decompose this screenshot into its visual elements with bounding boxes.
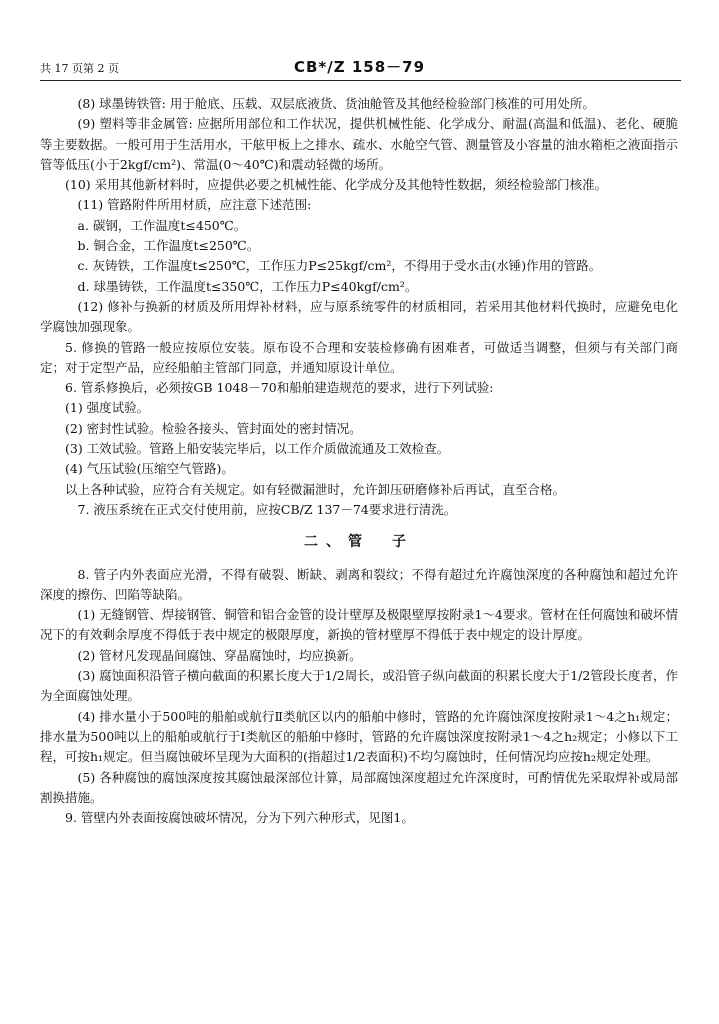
- paragraphs-top: [40, 94, 678, 520]
- paragraph: c. 灰铸铁，工作温度t≤250℃，工作压力P≤25kgf/cm²，不得用于受水击(水锤)作用的管路。: [77, 258, 602, 274]
- paragraph: 以上各种试验，应符合有关规定。如有轻微漏泄时，允许卸压研磨修补后再试，直至合格。: [65, 481, 566, 497]
- paragraph: 5. 修换的管路一般应按原位安装。原布设不合理和安装检修确有困难者，可做适当调整，但须与有关部门商定；对于定型产品，应经船舶主管部门同意，并通知原设计单位。: [40, 339, 678, 375]
- paragraph: (9) 塑料等非金属管: 应据所用部位和工作状况，提供机械性能、化学成分、耐温(高温和低温)、老化、硬脆等主要数据。一般可用于生活用水，干舷甲板上之排水、疏水、水舱空气管、测量管及小容量的油水箱柜之液面指示管等低压(小于2kgf/cm²)、常温(0～40℃)和震动轻微的场所。: [40, 116, 678, 172]
- paragraph: 7. 液压系统在正式交付使用前，应按CB/Z 137－74要求进行清洗。: [77, 501, 457, 517]
- paragraphs-bottom: [40, 565, 678, 829]
- paragraph: 9. 管壁内外表面按腐蚀破坏情况，分为下列六种形式，见图1。: [65, 810, 414, 826]
- paragraph: d. 球墨铸铁，工作温度t≤350℃，工作压力P≤40kgf/cm²。: [77, 278, 418, 294]
- paragraph: (3) 腐蚀面积沿管子横向截面的积累长度大于1/2周长，或沿管子纵向截面的积累长度大于1/2管段长度者，作为全面腐蚀处理。: [40, 668, 678, 704]
- header-divider: [40, 80, 681, 81]
- paragraph: 6. 管系修换后，必须按GB 1048－70和船舶建造规范的要求，进行下列试验:: [65, 380, 494, 396]
- paragraph: (8) 球墨铸铁管: 用于舱底、压载、双层底液货、货油舱管及其他经检验部门核准的可用处所。: [77, 96, 595, 111]
- paragraph: (11) 管路附件所用材质，应注意下述范围:: [77, 197, 312, 213]
- paragraph: (4) 排水量小于500吨的船舶或航行Ⅱ类航区以内的船舶中修时，管路的允许腐蚀深度按附录1～4之h₁规定；排水量为500吨以上的船舶或航行于Ⅰ类航区的船舶中修时，管路的允许腐蚀深度按附录1～4之h₂规定；小修以下工程，可按h₁规定。但当腐蚀破坏呈现为大面积的(指超过1/2表面积)不均匀腐蚀时，任何情况均应按h₂规定处理。: [40, 708, 678, 765]
- paragraph: (10) 采用其他新材料时，应提供必要之机械性能、化学成分及其他特性数据，须经检验部门核准。: [65, 177, 608, 193]
- paragraph: (1) 无缝钢管、焊接钢管、铜管和铝合金管的设计壁厚及极限壁厚按附录1～4要求。管材在任何腐蚀和破坏情况下的有效剩余厚度不得低于表中规定的极限厚度，新换的管材壁厚不得低于表中规定的设计厚度。: [40, 607, 678, 643]
- paragraph: (12) 修补与换新的材质及所用焊补材料，应与原系统零件的材质相同，若采用其他材料代换时，应避免电化学腐蚀加强现象。: [40, 298, 678, 335]
- section-heading-pipes: 二、管 子: [304, 534, 414, 551]
- paragraph: (1) 强度试验。: [65, 400, 150, 416]
- document-body: [40, 94, 678, 828]
- paragraph: (3) 工效试验。管路上船安装完毕后，以工作介质做流通及工效检查。: [65, 441, 450, 457]
- page-header: [40, 56, 679, 76]
- paragraph: 8. 管子内外表面应光滑，不得有破裂、断缺、剥离和裂纹；不得有超过允许腐蚀深度的各种腐蚀和超过允许深度的擦伤、凹陷等缺陷。: [40, 566, 678, 602]
- standard-code: CB*/Z 158－79: [293, 58, 426, 76]
- paragraph: (5) 各种腐蚀的腐蚀深度按其腐蚀最深部位计算，局部腐蚀深度超过允许深度时，可酌情优先采取焊补或局部割换措施。: [40, 769, 678, 805]
- page-number-info: 共 17 页第 2 页: [40, 62, 119, 75]
- paragraph: b. 铜合金，工作温度t≤250℃。: [77, 238, 260, 254]
- paragraph: a. 碳钢，工作温度t≤450℃。: [77, 217, 247, 233]
- paragraph: (2) 密封性试验。检验各接头、管封面处的密封情况。: [65, 420, 362, 436]
- paragraph: (4) 气压试验(压缩空气管路)。: [65, 461, 234, 477]
- paragraph: (2) 管材凡发现晶间腐蚀、穿晶腐蚀时，均应换新。: [77, 647, 362, 663]
